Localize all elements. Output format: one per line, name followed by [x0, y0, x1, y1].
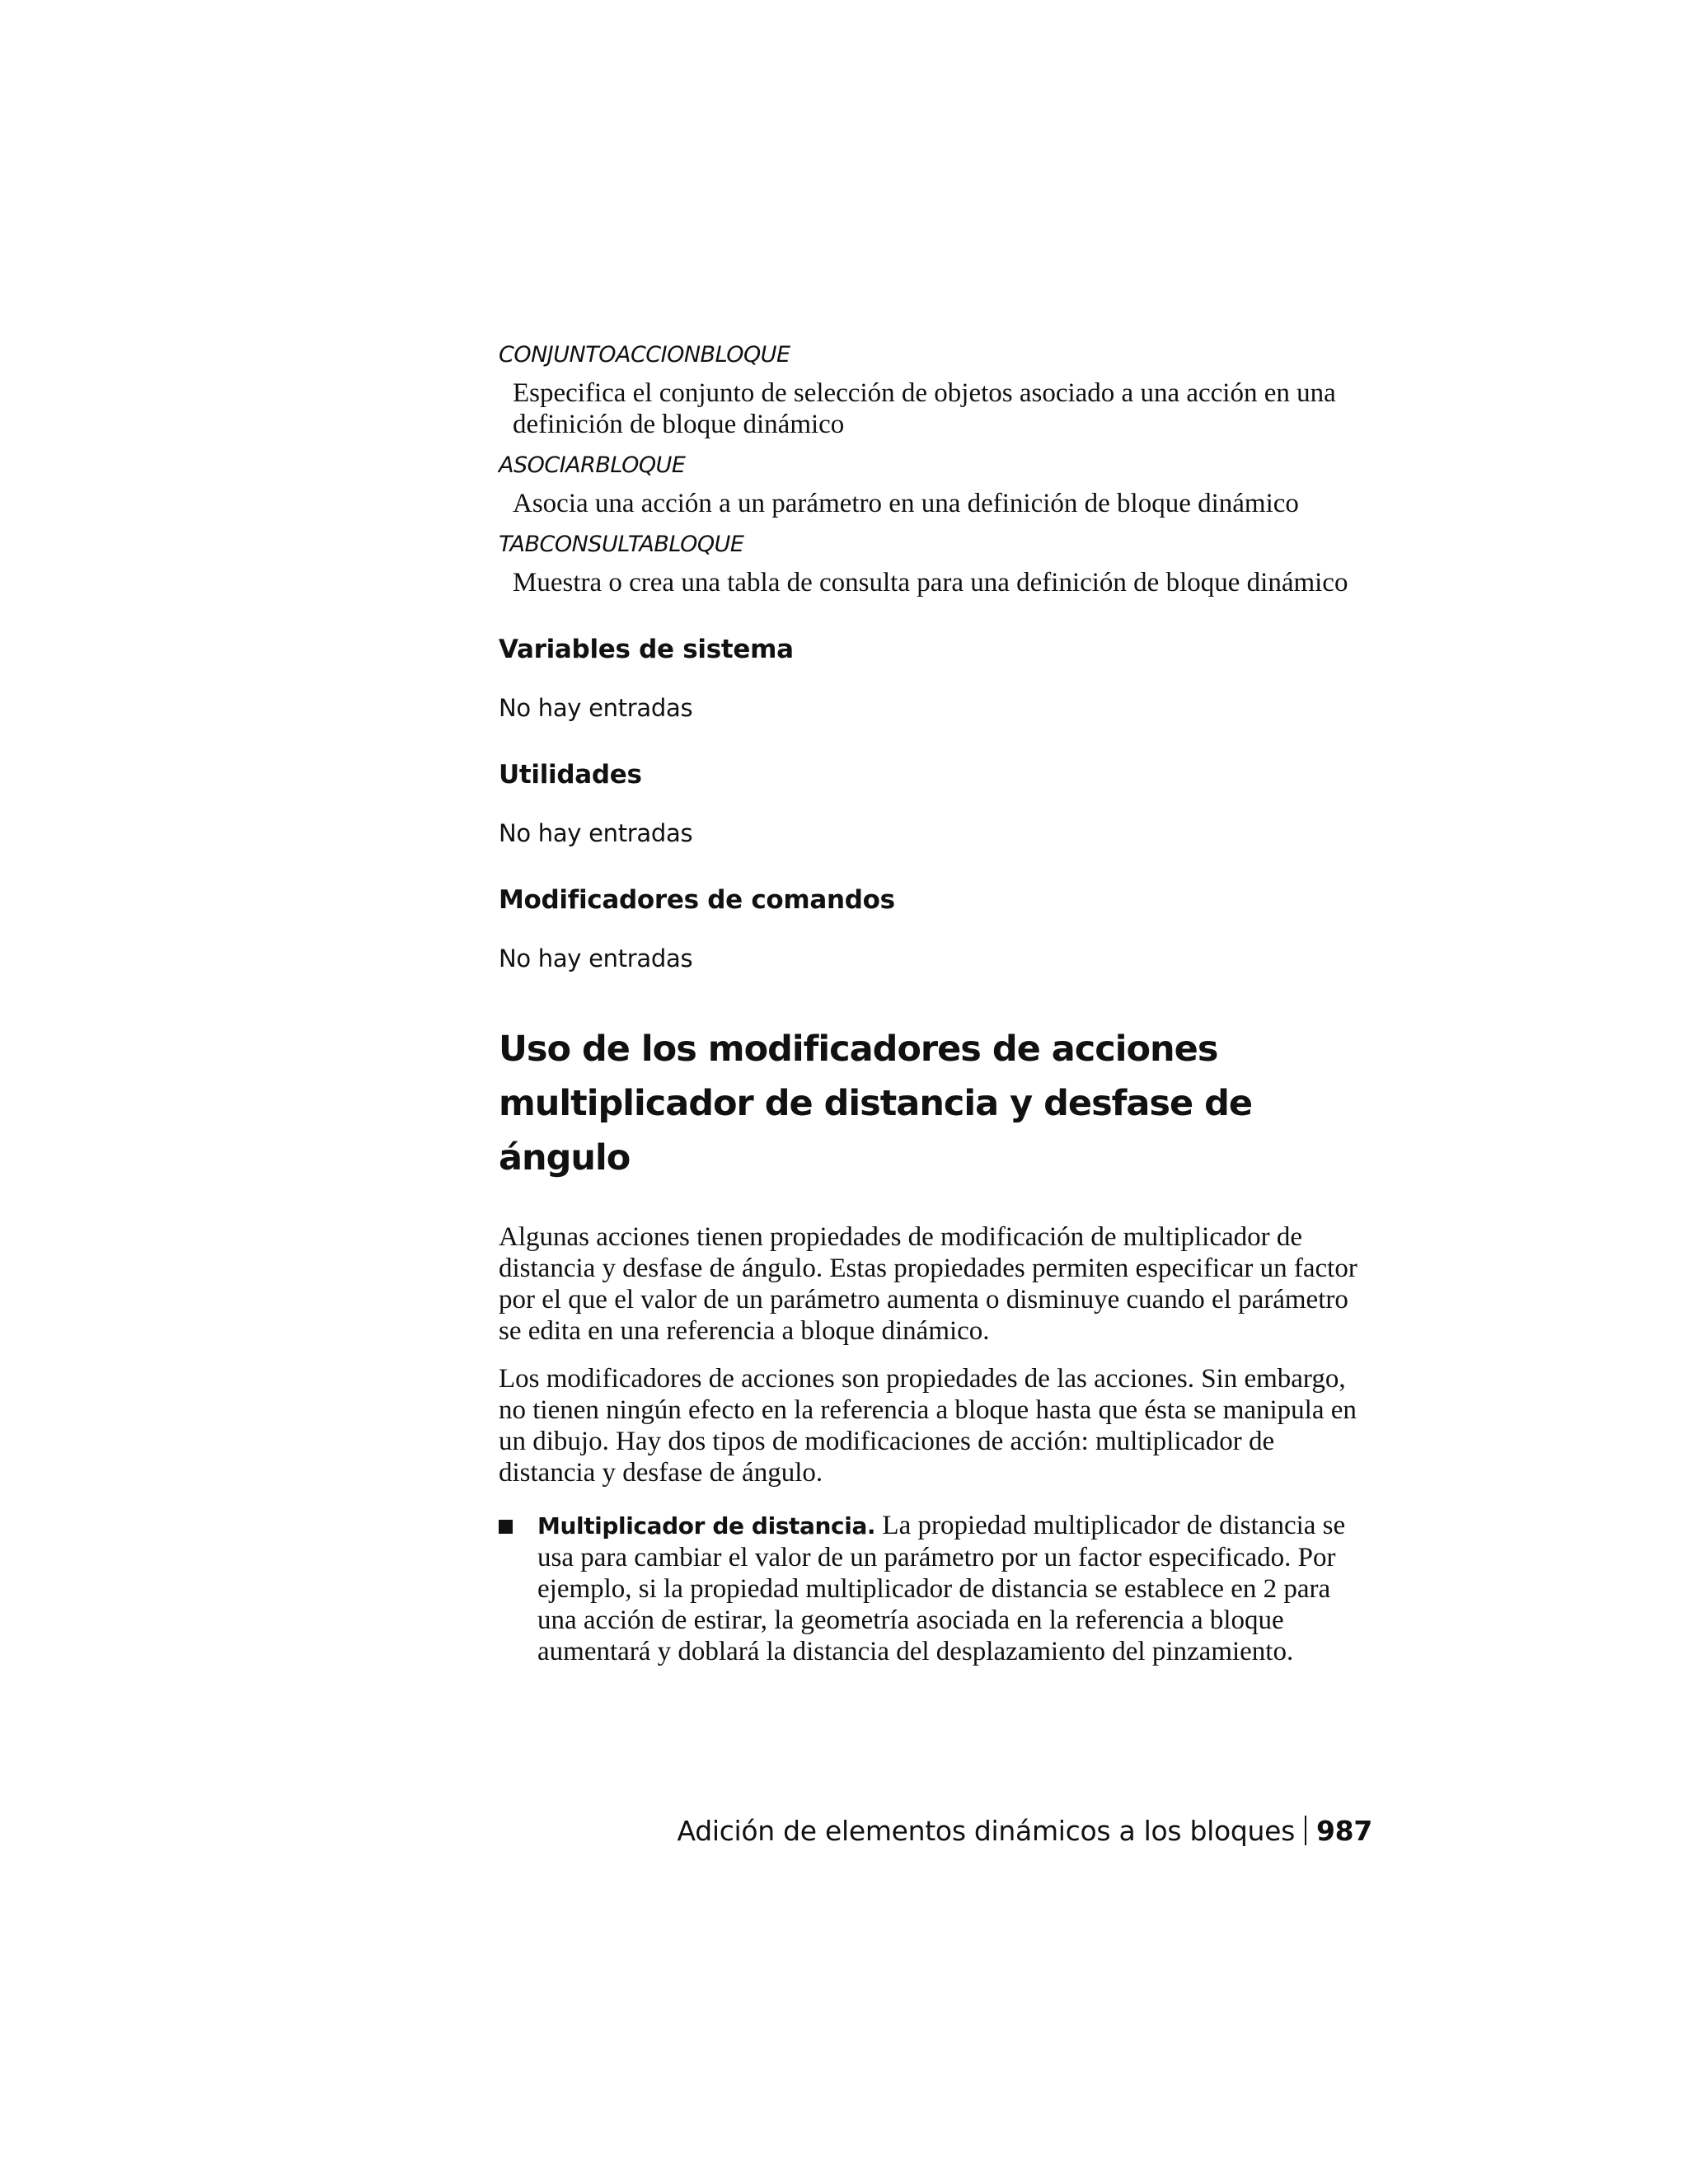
- command-name: CONJUNTOACCIONBLOQUE: [499, 342, 790, 368]
- page-footer: [499, 1813, 1372, 1849]
- command-entry: [499, 529, 1372, 598]
- command-entry: [499, 340, 1372, 440]
- square-bullet-icon: [499, 1520, 513, 1534]
- command-description: Asocia una acción a un parámetro en una definición de bloque dinámico: [513, 489, 1299, 518]
- subsection-text: No hay entradas: [499, 819, 693, 847]
- command-name: TABCONSULTABLOQUE: [499, 532, 744, 557]
- section-title: Uso de los modificadores de acciones multiplicador de distancia y desfase de ángulo: [499, 1029, 1253, 1179]
- command-description: Muestra o crea una tabla de consulta para una definición de bloque dinámico: [513, 568, 1348, 598]
- command-description: Especifica el conjunto de selección de objetos asociado a una acción en una definición de bloque dinámico: [513, 378, 1336, 439]
- page-content: [499, 340, 1372, 1667]
- page-number: 987: [1316, 1815, 1372, 1847]
- command-entry: [499, 450, 1372, 519]
- bullet-text: La propiedad multiplicador de distancia se usa para cambiar el valor de un parámetro por un factor especificado. Por ejemplo, si la propiedad multiplicador de distancia se establece en 2 para una acción de estirar, la geometría asociada en la referencia a bloque aumentará y doblará la distancia del desplazamiento del pinzamiento.: [537, 1511, 1346, 1666]
- bullet-lead: Multiplicador de distancia.: [537, 1512, 876, 1540]
- command-name: ASOCIARBLOQUE: [499, 452, 686, 478]
- footer-separator: [1305, 1816, 1306, 1845]
- subsection-text: No hay entradas: [499, 944, 693, 972]
- subsection-heading: Modificadores de comandos: [499, 885, 895, 915]
- footer-chapter-title: Adición de elementos dinámicos a los bloques: [677, 1815, 1296, 1847]
- body-paragraph: Los modificadores de acciones son propiedades de las acciones. Sin embargo, no tienen ningún efecto en la referencia a bloque hasta que ésta se manipula en un dibujo. Hay dos tipos de modificaciones de acción: multiplicador de distancia y desfase de ángulo.: [499, 1364, 1357, 1488]
- bullet-list: [499, 1510, 1372, 1667]
- subsection-text: No hay entradas: [499, 694, 693, 722]
- body-paragraph: Algunas acciones tienen propiedades de modificación de multiplicador de distancia y desfase de ángulo. Estas propiedades permiten especificar un factor por el que el valor de un parámetro aumenta o disminuye cuando el parámetro se edita en una referencia a bloque dinámico.: [499, 1222, 1357, 1346]
- subsection-heading: Variables de sistema: [499, 635, 794, 664]
- list-item: [499, 1510, 1372, 1667]
- subsection-heading: Utilidades: [499, 760, 642, 790]
